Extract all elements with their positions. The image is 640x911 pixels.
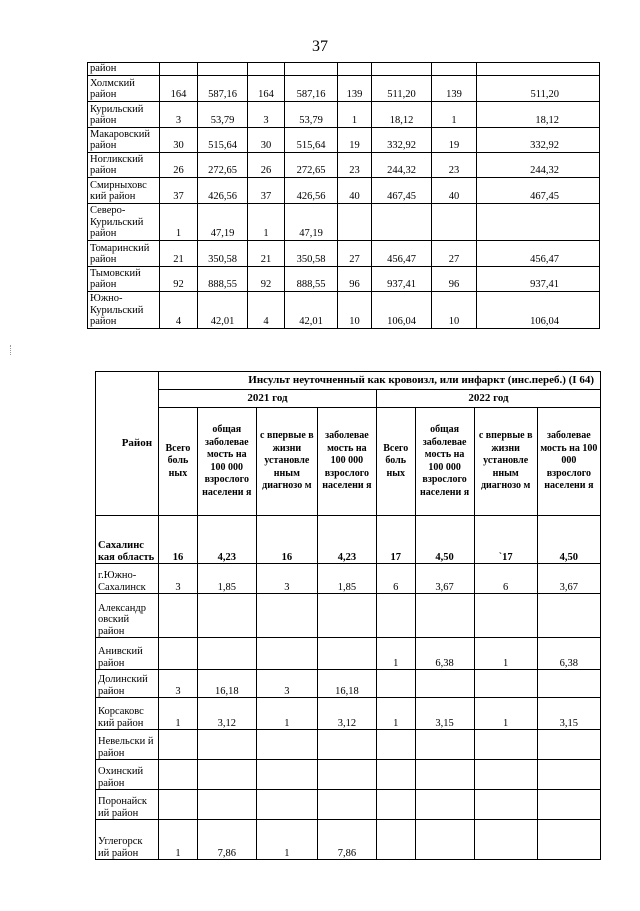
value-cell: [474, 730, 537, 760]
value-cell: [317, 790, 376, 820]
value-cell: [415, 730, 474, 760]
district-cell: Тымовский район: [88, 266, 160, 291]
value-cell: [537, 760, 600, 790]
value-cell: 21: [248, 240, 285, 266]
value-cell: 10: [338, 291, 372, 328]
district-cell: Северо-Курильский район: [88, 203, 160, 240]
district-cell: Сахалинс кая область: [96, 516, 159, 564]
value-cell: [159, 790, 198, 820]
value-cell: [432, 63, 477, 76]
district-cell: Александр овский район: [96, 594, 159, 638]
value-cell: 515,64: [285, 127, 338, 152]
value-cell: [415, 820, 474, 860]
value-cell: 6,38: [537, 638, 600, 670]
value-cell: [317, 730, 376, 760]
value-cell: 3: [159, 564, 198, 594]
value-cell: 26: [248, 152, 285, 177]
table-row: [96, 594, 601, 638]
value-cell: 3,67: [537, 564, 600, 594]
value-cell: 3: [256, 564, 317, 594]
value-cell: 511,20: [372, 75, 432, 101]
value-cell: 4,23: [317, 516, 376, 564]
district-cell: Курильский район: [88, 101, 160, 127]
value-cell: 16: [159, 516, 198, 564]
value-cell: 426,56: [198, 177, 248, 203]
value-cell: [317, 594, 376, 638]
value-cell: 40: [432, 177, 477, 203]
value-cell: 26: [160, 152, 198, 177]
district-cell: Холмский район: [88, 75, 160, 101]
value-cell: 1: [159, 698, 198, 730]
value-cell: [537, 730, 600, 760]
value-cell: [159, 760, 198, 790]
table-row: [88, 240, 600, 266]
value-cell: 1: [474, 698, 537, 730]
value-cell: [474, 760, 537, 790]
district-cell: Анивский район: [96, 638, 159, 670]
value-cell: [256, 760, 317, 790]
continuation-table: [87, 62, 600, 329]
value-cell: 18,12: [477, 101, 600, 127]
value-cell: 42,01: [198, 291, 248, 328]
value-cell: 587,16: [285, 75, 338, 101]
value-cell: 139: [338, 75, 372, 101]
value-cell: 1: [376, 698, 415, 730]
value-cell: [477, 63, 600, 76]
value-cell: 17: [376, 516, 415, 564]
value-cell: 16,18: [197, 670, 256, 698]
value-cell: 272,65: [198, 152, 248, 177]
value-cell: [197, 790, 256, 820]
value-cell: 106,04: [372, 291, 432, 328]
value-cell: 30: [160, 127, 198, 152]
table-row: [88, 75, 600, 101]
value-cell: 4: [160, 291, 198, 328]
table-row: [96, 516, 601, 564]
value-cell: [415, 790, 474, 820]
col-incidence-rate-2022: заболевае мость на 100 000 взрослого населени я: [537, 408, 600, 516]
value-cell: [197, 730, 256, 760]
district-cell: Поронайск ий район: [96, 790, 159, 820]
value-cell: [376, 594, 415, 638]
value-cell: 511,20: [477, 75, 600, 101]
value-cell: 53,79: [285, 101, 338, 127]
value-cell: 3: [159, 670, 198, 698]
value-cell: 4: [248, 291, 285, 328]
value-cell: 21: [160, 240, 198, 266]
table-row: [96, 698, 601, 730]
value-cell: 350,58: [198, 240, 248, 266]
value-cell: [376, 670, 415, 698]
district-cell: Томаринский район: [88, 240, 160, 266]
value-cell: [415, 670, 474, 698]
value-cell: 6: [474, 564, 537, 594]
value-cell: 1: [474, 638, 537, 670]
value-cell: [159, 638, 198, 670]
value-cell: 937,41: [477, 266, 600, 291]
value-cell: 3: [256, 670, 317, 698]
value-cell: [198, 63, 248, 76]
value-cell: 7,86: [197, 820, 256, 860]
value-cell: [432, 203, 477, 240]
value-cell: 37: [160, 177, 198, 203]
value-cell: [415, 760, 474, 790]
value-cell: [372, 63, 432, 76]
value-cell: [474, 670, 537, 698]
value-cell: 1: [376, 638, 415, 670]
value-cell: 937,41: [372, 266, 432, 291]
table-row: [88, 203, 600, 240]
page-number: 37: [312, 38, 328, 55]
value-cell: 1: [160, 203, 198, 240]
value-cell: [372, 203, 432, 240]
value-cell: 456,47: [372, 240, 432, 266]
value-cell: 37: [248, 177, 285, 203]
value-cell: 332,92: [477, 127, 600, 152]
value-cell: 47,19: [285, 203, 338, 240]
col-first-diagnosed: с впервые в жизни установле нным диагнозо м: [256, 408, 317, 516]
value-cell: 40: [338, 177, 372, 203]
value-cell: 332,92: [372, 127, 432, 152]
value-cell: 106,04: [477, 291, 600, 328]
value-cell: 19: [338, 127, 372, 152]
value-cell: 888,55: [285, 266, 338, 291]
value-cell: [477, 203, 600, 240]
value-cell: 1,85: [317, 564, 376, 594]
value-cell: 27: [338, 240, 372, 266]
value-cell: [376, 820, 415, 860]
value-cell: 3: [160, 101, 198, 127]
col-total-incidence-2022: общая заболевае мость на 100 000 взрослого населени я: [415, 408, 474, 516]
table-row: [88, 101, 600, 127]
value-cell: [537, 670, 600, 698]
district-cell: Южно-Курильский район: [88, 291, 160, 328]
value-cell: [248, 63, 285, 76]
district-cell: г.Южно-Сахалинск: [96, 564, 159, 594]
value-cell: 139: [432, 75, 477, 101]
value-cell: [338, 63, 372, 76]
value-cell: [197, 638, 256, 670]
year-2022-header: 2022 год: [376, 390, 600, 408]
value-cell: 1: [432, 101, 477, 127]
value-cell: 1: [338, 101, 372, 127]
table-row: [96, 820, 601, 860]
value-cell: 456,47: [477, 240, 600, 266]
district-cell: Смирныховс кий район: [88, 177, 160, 203]
value-cell: 16,18: [317, 670, 376, 698]
value-cell: 92: [160, 266, 198, 291]
value-cell: 7,86: [317, 820, 376, 860]
value-cell: [376, 760, 415, 790]
scan-mark: [10, 345, 13, 355]
district-cell: район: [88, 63, 160, 76]
value-cell: 587,16: [198, 75, 248, 101]
value-cell: [474, 790, 537, 820]
value-cell: 18,12: [372, 101, 432, 127]
value-cell: 10: [432, 291, 477, 328]
value-cell: 53,79: [198, 101, 248, 127]
value-cell: [197, 594, 256, 638]
col-total-patients-2022: Всего боль ных: [376, 408, 415, 516]
col-total-patients: Всего боль ных: [159, 408, 198, 516]
value-cell: 23: [338, 152, 372, 177]
col-total-incidence: общая заболевае мость на 100 000 взрослого населени я: [197, 408, 256, 516]
value-cell: 3,15: [415, 698, 474, 730]
district-cell: Ногликский район: [88, 152, 160, 177]
value-cell: 19: [432, 127, 477, 152]
table-row: [96, 670, 601, 698]
value-cell: [317, 638, 376, 670]
district-cell: Макаровский район: [88, 127, 160, 152]
district-cell: Охинский район: [96, 760, 159, 790]
value-cell: 92: [248, 266, 285, 291]
value-cell: [256, 594, 317, 638]
value-cell: `17: [474, 516, 537, 564]
value-cell: 1: [256, 698, 317, 730]
value-cell: 23: [432, 152, 477, 177]
value-cell: [256, 790, 317, 820]
value-cell: 888,55: [198, 266, 248, 291]
value-cell: 6,38: [415, 638, 474, 670]
value-cell: 3,12: [197, 698, 256, 730]
value-cell: [256, 730, 317, 760]
value-cell: 47,19: [198, 203, 248, 240]
value-cell: [159, 594, 198, 638]
value-cell: 1,85: [197, 564, 256, 594]
year-2021-header: 2021 год: [159, 390, 377, 408]
value-cell: [317, 760, 376, 790]
table-row: [88, 266, 600, 291]
table-title: Инсульт неуточненный как кровоизл, или инфаркт (инс.переб.) (I 64): [159, 372, 601, 390]
value-cell: 3,15: [537, 698, 600, 730]
value-cell: 272,65: [285, 152, 338, 177]
district-cell: Углегорск ий район: [96, 820, 159, 860]
value-cell: 4,23: [197, 516, 256, 564]
value-cell: 244,32: [372, 152, 432, 177]
value-cell: 244,32: [477, 152, 600, 177]
value-cell: [415, 594, 474, 638]
value-cell: 515,64: [198, 127, 248, 152]
table-row: [88, 127, 600, 152]
value-cell: 350,58: [285, 240, 338, 266]
value-cell: 1: [248, 203, 285, 240]
value-cell: 467,45: [477, 177, 600, 203]
value-cell: [197, 760, 256, 790]
district-cell: Долинский район: [96, 670, 159, 698]
value-cell: [160, 63, 198, 76]
value-cell: [338, 203, 372, 240]
table-row: [96, 564, 601, 594]
value-cell: [537, 820, 600, 860]
col-first-diagnosed-2022: с впервые в жизни установле нным диагнозо м: [474, 408, 537, 516]
value-cell: 426,56: [285, 177, 338, 203]
value-cell: 1: [256, 820, 317, 860]
table-row: [96, 760, 601, 790]
district-cell: Невельски й район: [96, 730, 159, 760]
table-row: [96, 730, 601, 760]
value-cell: [474, 594, 537, 638]
table-row: [96, 790, 601, 820]
value-cell: 4,50: [537, 516, 600, 564]
value-cell: [376, 790, 415, 820]
value-cell: 3: [248, 101, 285, 127]
value-cell: [474, 820, 537, 860]
value-cell: 3,12: [317, 698, 376, 730]
district-cell: Корсаковс кий район: [96, 698, 159, 730]
value-cell: [537, 790, 600, 820]
col-incidence-rate: заболевае мость на 100 000 взрослого населени я: [317, 408, 376, 516]
value-cell: 30: [248, 127, 285, 152]
table-row: [96, 638, 601, 670]
value-cell: [285, 63, 338, 76]
value-cell: 42,01: [285, 291, 338, 328]
value-cell: 164: [160, 75, 198, 101]
value-cell: [376, 730, 415, 760]
stroke-table: [95, 371, 601, 860]
table-row: [88, 291, 600, 328]
table-row: [88, 152, 600, 177]
value-cell: [256, 638, 317, 670]
value-cell: 16: [256, 516, 317, 564]
value-cell: [537, 594, 600, 638]
value-cell: 96: [432, 266, 477, 291]
value-cell: 4,50: [415, 516, 474, 564]
value-cell: 467,45: [372, 177, 432, 203]
value-cell: 6: [376, 564, 415, 594]
district-header: Район: [96, 372, 159, 516]
table-row: [88, 63, 600, 76]
value-cell: 27: [432, 240, 477, 266]
value-cell: [159, 730, 198, 760]
table-row: [88, 177, 600, 203]
value-cell: 96: [338, 266, 372, 291]
value-cell: 3,67: [415, 564, 474, 594]
value-cell: 164: [248, 75, 285, 101]
value-cell: 1: [159, 820, 198, 860]
